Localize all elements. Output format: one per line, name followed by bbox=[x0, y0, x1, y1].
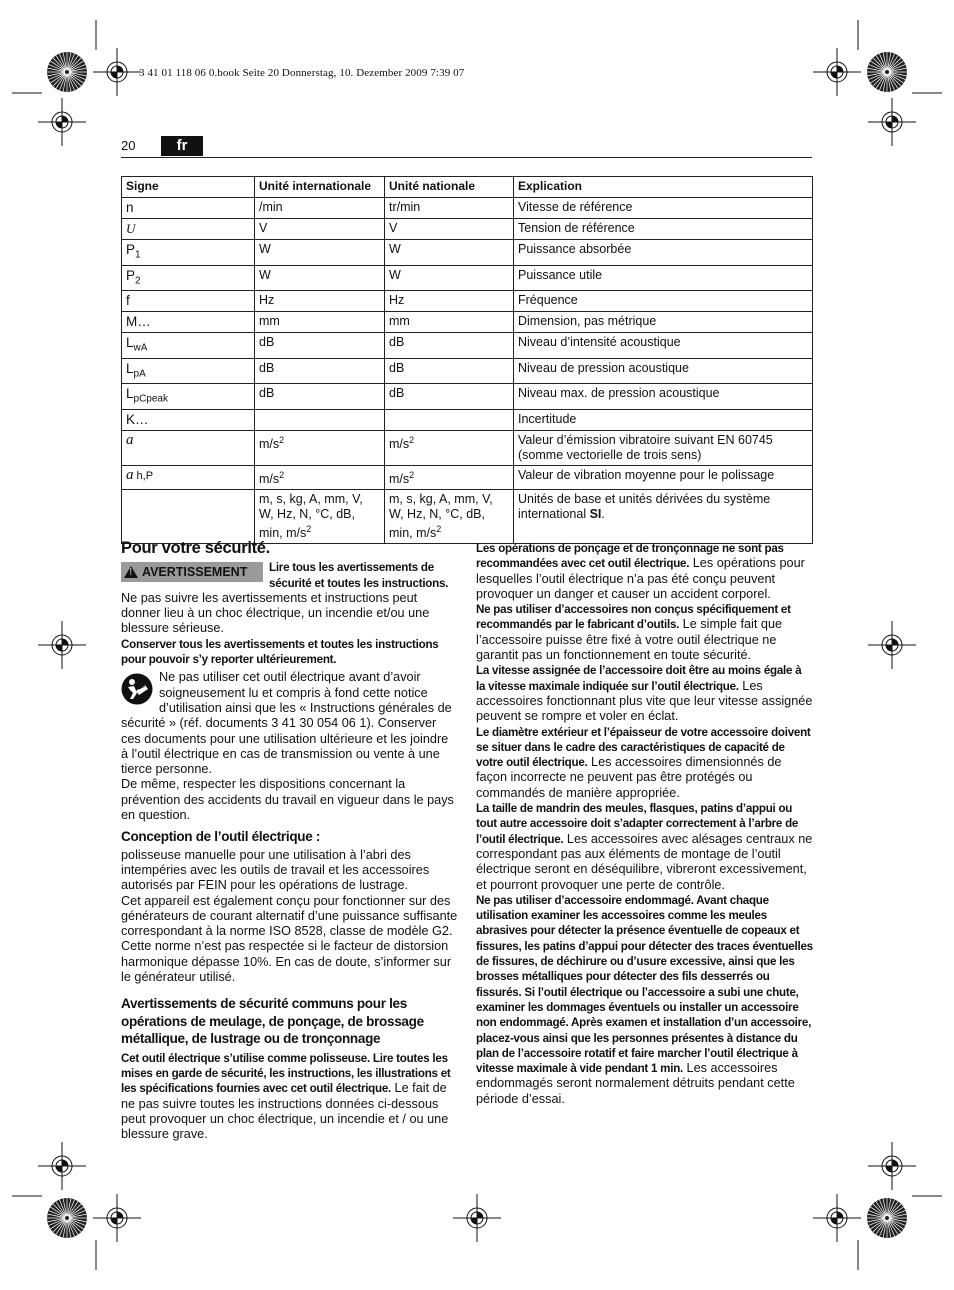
table-cell bbox=[385, 409, 514, 430]
explanation: Valeur de vibration moyenne pour le polissage bbox=[518, 467, 775, 482]
table-header-cell: Explication bbox=[514, 177, 813, 198]
units-table bbox=[121, 176, 813, 544]
table-header-cell: Unité internationale bbox=[255, 177, 385, 198]
conception-text-1: polisseuse manuelle pour une utilisation à l’abri des intempéries avec les outils de travail et les accessoires autorisés par FEIN pour les opérations de lustrage. bbox=[121, 847, 430, 893]
intl-unit: W bbox=[259, 267, 271, 282]
table-cell bbox=[385, 333, 514, 359]
section-title: Pour votre sécurité. bbox=[121, 539, 270, 557]
file-header: 3 41 01 118 06 0.book Seite 20 Donnerstag, 10. Dezember 2009 7:39 07 bbox=[139, 67, 465, 79]
table-cell bbox=[385, 430, 514, 465]
nat-unit: dB bbox=[389, 386, 405, 400]
explanation: Niveau de pression acoustique bbox=[518, 360, 689, 375]
table-row bbox=[122, 384, 813, 410]
common-warnings-paragraph bbox=[121, 1051, 458, 1143]
symbol-suffix: h,P bbox=[133, 469, 154, 482]
table-cell bbox=[514, 312, 813, 333]
symbol: a bbox=[126, 466, 134, 483]
table-cell bbox=[514, 265, 813, 291]
intl-unit-sup: 2 bbox=[279, 469, 285, 480]
table-row bbox=[122, 240, 813, 266]
explanation: Vitesse de référence bbox=[518, 200, 633, 214]
explanation: Puissance absorbée bbox=[518, 242, 632, 256]
nat-unit: Hz bbox=[389, 293, 405, 307]
nat-unit: mm bbox=[389, 314, 410, 328]
intl-unit: m, s, kg, A, mm, V, W, Hz, N, °C, dB, min, m/s bbox=[259, 491, 363, 540]
read-manual-icon bbox=[121, 673, 153, 705]
table-cell bbox=[514, 489, 813, 543]
explanation: Niveau d’intensité acoustique bbox=[518, 335, 681, 349]
warning-paragraph bbox=[121, 560, 458, 636]
intl-unit: dB bbox=[259, 335, 275, 349]
safety-bold: Ne pas utiliser d’accessoire endommagé. Avant chaque utilisation examiner les accessoires comme les meules abrasives pour détecter la présence éventuelle de copeaux et fissures, les patins d’appui pour détecter des traces éventuelles de fissures, de déchirure ou d’usure excessive, ainsi que les brosses métalliques pour détecter des fils desserrés ou fissurés. Si l’outil électrique ou l’accessoire a subi une chute, examiner les dommages éventuels ou installer un accessoire non endommagé. Après examen et installation d’un accessoire, placez-vous ainsi que les personnes présentes à distance du plan de l’accessoire rotatif et faire marcher l’outil électrique à vitesse maximale à vide pendant 1 min. bbox=[476, 893, 813, 1076]
nat-unit-sup: 2 bbox=[409, 469, 415, 480]
explanation: Incertitude bbox=[518, 411, 577, 426]
symbol: n bbox=[126, 200, 134, 215]
safety-paragraph bbox=[476, 602, 813, 663]
keep-instructions: Conserver tous les avertissements et toutes les instructions pour pouvoir s’y reporter ultérieurement. bbox=[121, 637, 439, 667]
table-cell bbox=[255, 409, 385, 430]
safety-bold: Le diamètre extérieur et l’épaisseur de votre accessoire doivent se situer dans le cadre des caractéristiques de capacité de votre outil électrique. bbox=[476, 725, 811, 770]
symbol: K… bbox=[126, 411, 149, 427]
table-cell bbox=[514, 240, 813, 266]
read-manual-text: Ne pas utiliser cet outil électrique avant d’avoir soigneusement lu et compris à fond cette notice d’utilisation ainsi que les « Instructions générales de sécurité » (réf. documents 3 41 30 054 06 1). Conserver ces documents pour une utilisation ultérieure et les joindre à l’outil électrique en cas de transmission ou vente à une tierce personne. bbox=[121, 670, 452, 777]
table-cell bbox=[122, 240, 255, 266]
table-row bbox=[122, 465, 813, 489]
table-cell bbox=[514, 430, 813, 465]
nat-unit: V bbox=[389, 221, 398, 235]
table-cell bbox=[385, 291, 514, 312]
explanation: Dimension, pas métrique bbox=[518, 314, 657, 328]
table-row bbox=[122, 333, 813, 359]
warning-icon bbox=[124, 566, 138, 578]
safety-paragraph bbox=[476, 893, 813, 1107]
table-cell bbox=[385, 312, 514, 333]
table-cell bbox=[122, 465, 255, 489]
safety-text: Le simple fait que l’accessoire puisse être fixé à votre outil électrique ne garantit pas un fonctionnement en toute sécurité. bbox=[476, 617, 783, 663]
intl-unit: dB bbox=[259, 386, 275, 400]
table-cell bbox=[514, 358, 813, 384]
left-column bbox=[121, 541, 458, 1143]
table-cell bbox=[122, 312, 255, 333]
warning-label: AVERTISSEMENT bbox=[142, 565, 248, 580]
explanation: Puissance utile bbox=[518, 267, 603, 282]
nat-unit-sup: 2 bbox=[409, 434, 415, 445]
intl-unit: m/s bbox=[259, 436, 280, 451]
intl-unit: Hz bbox=[259, 293, 275, 307]
explanation-end: . bbox=[601, 506, 605, 521]
table-cell bbox=[514, 465, 813, 489]
table-cell bbox=[385, 198, 514, 219]
symbol: a bbox=[126, 431, 134, 448]
common-warnings-text: Le fait de ne pas suivre toutes les instructions données ci-dessous peut provoquer un choc électrique, un incendie et / ou une blessure grave. bbox=[121, 1081, 449, 1142]
conception-text-2: Cet appareil est également conçu pour fonctionner sur des générateurs de courant alternatif d’une puissance suffisante correspondant à la norme ISO 8528, classe de modèle G2. Cette norme n’est pas respectée si le facteur de distorsion harmonique dépasse 10%. En cas de doute, s’informer sur le générateur utilisé. bbox=[121, 893, 458, 985]
table-cell bbox=[255, 430, 385, 465]
explanation: Fréquence bbox=[518, 293, 578, 307]
table-cell bbox=[385, 219, 514, 240]
symbol: P bbox=[126, 267, 136, 283]
conception-title: Conception de l’outil électrique : bbox=[121, 829, 321, 845]
prevention-text: De même, respecter les dispositions concernant la prévention des accidents du travail en vigueur dans le pays en question. bbox=[121, 777, 454, 823]
table-cell bbox=[255, 240, 385, 266]
table-cell bbox=[385, 489, 514, 543]
table-row bbox=[122, 409, 813, 430]
nat-unit: m/s bbox=[389, 436, 410, 451]
table-row bbox=[122, 489, 813, 543]
table-cell bbox=[514, 333, 813, 359]
table-cell bbox=[255, 489, 385, 543]
table-cell bbox=[385, 240, 514, 266]
table-cell bbox=[122, 358, 255, 384]
symbol: f bbox=[126, 293, 130, 308]
table-row bbox=[122, 430, 813, 465]
table-cell bbox=[514, 291, 813, 312]
table-cell bbox=[255, 312, 385, 333]
table-cell bbox=[514, 409, 813, 430]
intl-unit: W bbox=[259, 242, 271, 256]
table-cell bbox=[255, 384, 385, 410]
intl-unit: /min bbox=[259, 200, 283, 214]
table-row bbox=[122, 291, 813, 312]
explanation: Valeur d’émission vibratoire suivant EN 60745 (somme vectorielle de trois sens) bbox=[518, 432, 773, 462]
table-cell bbox=[255, 219, 385, 240]
safety-text: Les accessoires dimensionnés de façon incorrecte ne peuvent pas être protégés ou commandés de manière appropriée. bbox=[476, 755, 782, 800]
table-cell bbox=[514, 384, 813, 410]
nat-unit: tr/min bbox=[389, 200, 421, 214]
language-badge: fr bbox=[161, 136, 203, 156]
table-row bbox=[122, 198, 813, 219]
safety-paragraph bbox=[476, 663, 813, 724]
table-header-cell: Unité nationale bbox=[385, 177, 514, 198]
header-rule bbox=[121, 157, 812, 158]
symbol-subscript: 2 bbox=[135, 275, 141, 286]
nat-unit: W bbox=[389, 267, 401, 282]
table-cell bbox=[122, 333, 255, 359]
table-cell bbox=[255, 291, 385, 312]
intl-unit: dB bbox=[259, 360, 275, 375]
table-cell bbox=[255, 265, 385, 291]
table-row bbox=[122, 265, 813, 291]
nat-unit: m, s, kg, A, mm, V, W, Hz, N, °C, dB, min, m/s bbox=[389, 491, 493, 540]
safety-text: Les accessoires fonctionnant plus vite que leur vitesse assignée peuvent se rompre et voler en éclat. bbox=[476, 678, 813, 724]
table-cell bbox=[122, 219, 255, 240]
intl-unit-sup: 2 bbox=[306, 523, 312, 534]
warning-badge bbox=[121, 562, 263, 582]
symbol: L bbox=[126, 360, 134, 376]
symbol-subscript: pA bbox=[133, 368, 146, 379]
table-cell bbox=[385, 358, 514, 384]
symbol-subscript: 1 bbox=[135, 249, 141, 261]
warning-text: Ne pas suivre les avertissements et instructions peut donner lieu à un choc électrique, un incendie et/ou une blessure sérieuse. bbox=[121, 590, 430, 636]
page-number: 20 bbox=[121, 138, 136, 153]
table-cell bbox=[122, 291, 255, 312]
table-header-row bbox=[122, 177, 813, 198]
table-cell bbox=[255, 198, 385, 219]
intl-unit-sup: 2 bbox=[279, 434, 285, 445]
table-cell bbox=[385, 384, 514, 410]
nat-unit-sup: 2 bbox=[436, 523, 442, 534]
safety-bold: Les opérations de ponçage et de tronçonnage ne sont pas recommandées avec cet outil électrique. bbox=[476, 542, 784, 571]
right-column bbox=[476, 541, 813, 1107]
symbol: U bbox=[126, 221, 136, 236]
safety-text: Les accessoires avec alésages centraux ne correspondant pas aux éléments de montage de l’outil électrique seront en déséquilibre, vibreront excessivement, et pourront provoquer une perte de contrôle. bbox=[476, 831, 813, 892]
symbol: L bbox=[126, 386, 134, 401]
table-cell bbox=[122, 430, 255, 465]
common-warnings-title: Avertissements de sécurité communs pour les opérations de meulage, de ponçage, de brossage métallique, de lustrage ou de tronçonnage bbox=[121, 996, 424, 1047]
safety-bold: La vitesse assignée de l’accessoire doit être au moins égale à la vitesse maximale indiquée sur l’outil électrique. bbox=[476, 664, 802, 693]
nat-unit: W bbox=[389, 242, 401, 256]
nat-unit: m/s bbox=[389, 471, 410, 486]
table-row bbox=[122, 312, 813, 333]
symbol-subscript: wA bbox=[133, 342, 148, 354]
intl-unit: m/s bbox=[259, 471, 280, 486]
safety-bold: Ne pas utiliser d’accessoires non conçus spécifiquement et recommandés par le fabricant d’outils. bbox=[476, 603, 791, 632]
table-cell bbox=[255, 358, 385, 384]
symbol-subscript: pCpeak bbox=[133, 393, 168, 405]
table-cell bbox=[514, 219, 813, 240]
safety-paragraph bbox=[476, 725, 813, 801]
warning-bold: Lire tous les avertissements de sécurité et toutes les instructions. bbox=[269, 561, 449, 590]
safety-text: Les accessoires endommagés seront normalement détruits pendant cette période d’essai. bbox=[476, 1061, 795, 1106]
table-row bbox=[122, 358, 813, 384]
table-cell bbox=[122, 265, 255, 291]
table-row bbox=[122, 219, 813, 240]
intl-unit: V bbox=[259, 221, 268, 235]
table-cell bbox=[122, 489, 255, 543]
explanation: Niveau max. de pression acoustique bbox=[518, 386, 720, 400]
table-cell bbox=[255, 333, 385, 359]
safety-paragraph bbox=[476, 801, 813, 893]
symbol: L bbox=[126, 335, 134, 350]
table-cell bbox=[385, 465, 514, 489]
table-cell bbox=[255, 465, 385, 489]
table-cell bbox=[385, 265, 514, 291]
safety-paragraph bbox=[476, 541, 813, 602]
safety-text: Les opérations pour lesquelles l’outil électrique n’a pas été conçu peuvent provoquer un danger et causer un accident corporel. bbox=[476, 556, 805, 601]
table-header-cell: Signe bbox=[122, 177, 255, 198]
explanation: Unités de base et unités dérivées du système international bbox=[518, 491, 771, 521]
explanation-bold: SI bbox=[589, 506, 602, 521]
table-cell bbox=[122, 409, 255, 430]
symbol: P bbox=[126, 242, 136, 257]
common-warnings-bold: Cet outil électrique s’utilise comme polisseuse. Lire toutes les mises en garde de sécurité, les instructions, les illustrations et les spécifications fournies avec cet outil électrique. bbox=[121, 1051, 451, 1096]
read-manual-paragraph bbox=[121, 670, 458, 777]
intl-unit: mm bbox=[259, 314, 280, 328]
table-cell bbox=[122, 198, 255, 219]
safety-bold: La taille de mandrin des meules, flasques, patins d’appui ou tout autre accessoire doit s’adapter correctement à l’arbre de l’outil électrique. bbox=[476, 802, 799, 846]
symbol: M… bbox=[126, 314, 151, 329]
nat-unit: dB bbox=[389, 335, 405, 349]
table-cell bbox=[122, 384, 255, 410]
nat-unit: dB bbox=[389, 360, 405, 375]
explanation: Tension de référence bbox=[518, 221, 635, 235]
table-cell bbox=[514, 198, 813, 219]
